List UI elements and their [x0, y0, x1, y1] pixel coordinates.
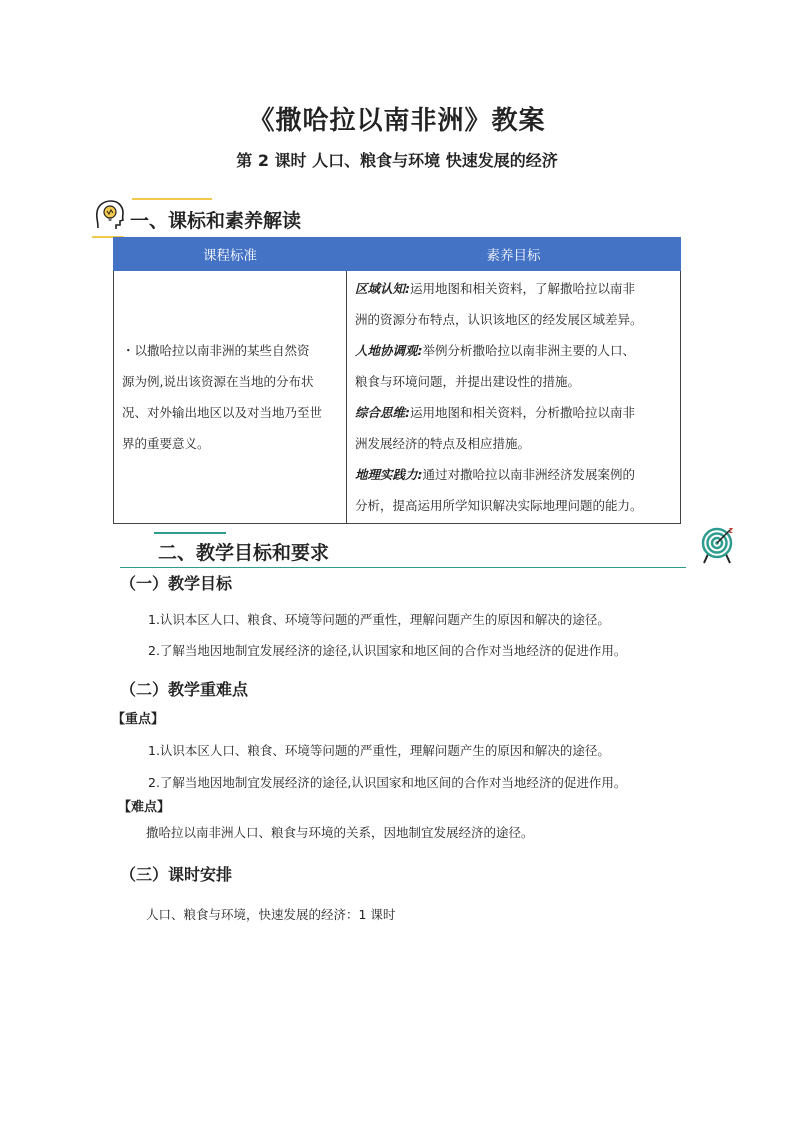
- key-point-2: 2.了解当地因地制宜发展经济的途径,认识国家和地区间的合作对当地经济的促进作用。: [148, 775, 627, 790]
- goal-label: 人地协调观:: [355, 343, 423, 358]
- goal-label: 综合思维:: [355, 405, 410, 420]
- target-icon: [700, 526, 734, 564]
- objective-item-1: 1.认识本区人口、粮食、环境等问题的严重性，理解问题产生的原因和解决的途径。: [148, 612, 610, 627]
- standard-line: 况、对外输出地区以及对当地乃至世: [122, 405, 323, 420]
- document-subtitle: 第 2 课时 人口、粮食与环境 快速发展的经济: [236, 151, 558, 170]
- standard-line: 源为例,说出该资源在当地的分布状: [122, 374, 314, 389]
- goal-text: 分析，提高运用所学知识解决实际地理问题的能力。: [355, 498, 643, 513]
- section2-heading: 二、教学目标和要求: [158, 542, 330, 564]
- goal-text: 洲的资源分布特点，认识该地区的经发展区域差异。: [355, 312, 643, 327]
- sub1-heading: （一）教学目标: [120, 574, 233, 593]
- section1-heading: 一、课标和素养解读: [130, 210, 302, 232]
- curriculum-standard-cell: [114, 271, 347, 524]
- document-title: 《撒哈拉以南非洲》教案: [248, 106, 546, 136]
- goal-integrated-thinking: [355, 397, 672, 459]
- objective-item-2: 2.了解当地因地制宜发展经济的途径,认识国家和地区间的合作对当地经济的促进作用。: [148, 643, 627, 658]
- section2-underline: [120, 567, 686, 568]
- goal-regional-cognition: [355, 273, 672, 335]
- difficult-points-label: 【难点】: [118, 800, 171, 815]
- sub2-heading: （二）教学重难点: [120, 680, 249, 699]
- goal-label: 区域认知:: [355, 281, 410, 296]
- schedule-text: 人口、粮食与环境，快速发展的经济：1 课时: [146, 907, 396, 922]
- goal-text: 运用地图和相关资料，分析撒哈拉以南非: [410, 405, 636, 420]
- head-bulb-icon: [92, 198, 126, 232]
- key-points-label: 【重点】: [112, 712, 165, 727]
- standard-line: ・以撒哈拉以南非洲的某些自然资: [122, 343, 310, 358]
- table-header-goals: 素养目标: [347, 238, 681, 271]
- section1-top-rule: [132, 198, 212, 200]
- standards-table: [113, 237, 681, 524]
- goal-text: 洲发展经济的特点及相应措施。: [355, 436, 531, 451]
- section2-top-rule: [154, 532, 226, 534]
- key-point-1: 1.认识本区人口、粮食、环境等问题的严重性，理解问题产生的原因和解决的途径。: [148, 743, 610, 758]
- goal-human-land-harmony: [355, 335, 672, 397]
- sub3-heading: （三）课时安排: [120, 865, 233, 884]
- difficult-point: 撒哈拉以南非洲人口、粮食与环境的关系，因地制宜发展经济的途径。: [146, 825, 534, 840]
- goal-text: 举例分析撒哈拉以南非洲主要的人口、: [422, 343, 636, 358]
- goal-geographic-practice: [355, 459, 672, 521]
- literacy-goals-cell: [347, 271, 681, 524]
- standard-line: 界的重要意义。: [122, 436, 210, 451]
- table-header-standard: 课程标准: [114, 238, 347, 271]
- goal-text: 通过对撒哈拉以南非洲经济发展案例的: [422, 467, 636, 482]
- goal-text: 运用地图和相关资料，了解撒哈拉以南非: [410, 281, 636, 296]
- goal-label: 地理实践力:: [355, 467, 423, 482]
- goal-text: 粮食与环境问题，并提出建设性的措施。: [355, 374, 581, 389]
